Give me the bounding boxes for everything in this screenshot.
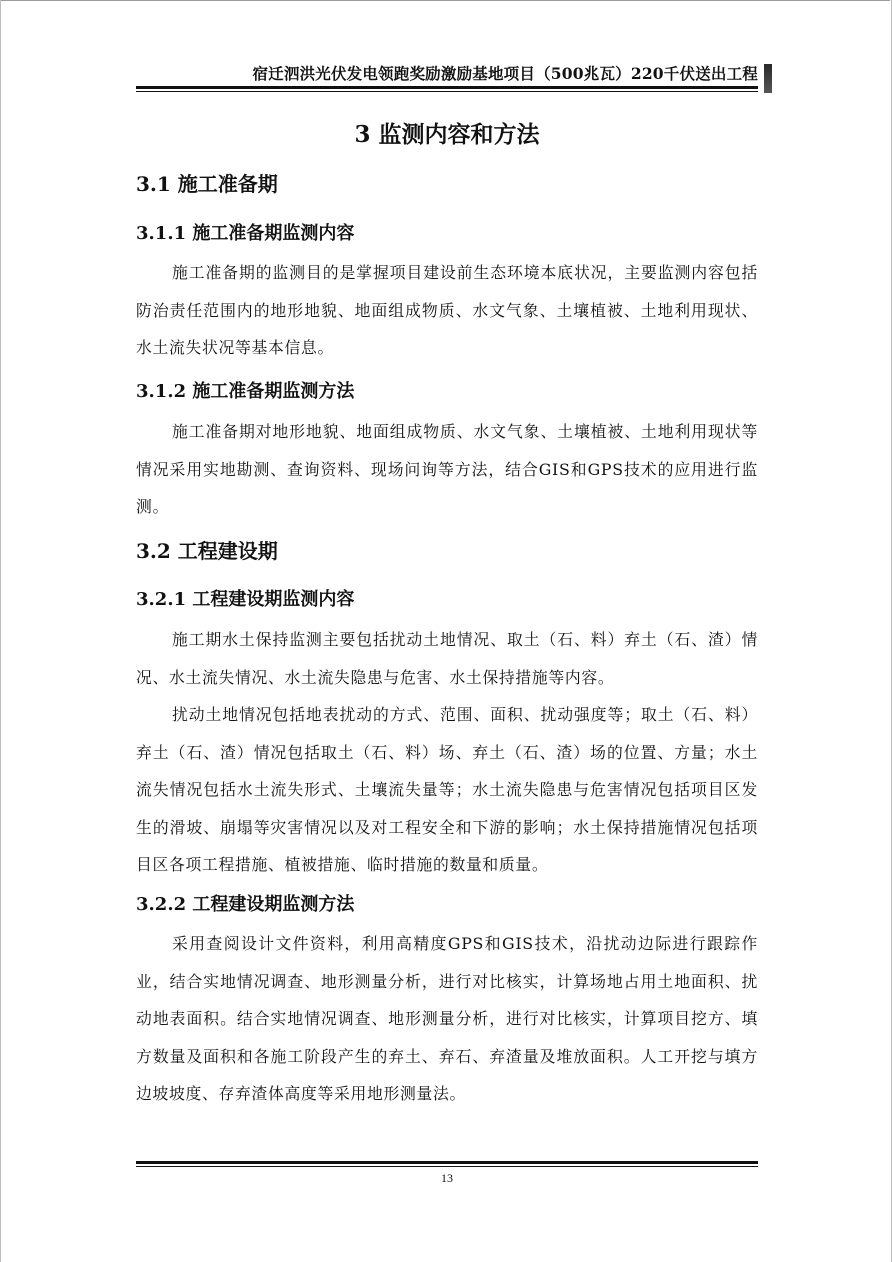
- header-rule-thin: [136, 91, 758, 92]
- paragraph-3-1-1: 施工准备期的监测目的是掌握项目建设前生态环境本底状况，主要监测内容包括防治责任范围内的地形地貌、地面组成物质、水文气象、土壤植被、土地利用现状、水土流失状况等基本信息。: [136, 263, 758, 357]
- page-edge-left: [0, 0, 2, 1262]
- paragraph-3-2-2: 采用查阅设计文件资料，利用高精度GPS和GIS技术，沿扰动边际进行跟踪作业，结合实地情况调查、地形测量分析，进行对比核实，计算场地占用土地面积、扰动地表面积。结合实地情况调查、地形测量分析，进行对比核实，计算项目挖方、填方数量及面积和各施工阶段产生的弃土、弃石、弃渣量及堆放面积。人工开挖与填方边坡坡度、存弃渣体高度等采用地形测量法。: [136, 934, 758, 1103]
- page-number: 13: [441, 1171, 453, 1185]
- section-heading-3-1-2: 3.1.2 施工准备期监测方法: [136, 381, 355, 402]
- chapter-title: 3 监测内容和方法: [354, 121, 540, 148]
- section-heading-3-2-2: 3.2.2 工程建设期监测方法: [136, 894, 355, 915]
- paragraph-3-1-2: 施工准备期对地形地貌、地面组成物质、水文气象、土壤植被、土地利用现状等情况采用实地勘测、查询资料、现场问询等方法，结合GIS和GPS技术的应用进行监测。: [136, 422, 758, 516]
- section-heading-3-1-1: 3.1.1 施工准备期监测内容: [136, 223, 355, 244]
- header-tab-marker: [764, 64, 772, 93]
- footer-rule: [136, 1161, 758, 1164]
- section-heading-3-2: 3.2 工程建设期: [136, 539, 278, 563]
- section-heading-3-1: 3.1 施工准备期: [136, 172, 278, 196]
- running-header: 宿迁泗洪光伏发电领跑奖励激励基地项目（500兆瓦）220千伏送出工程: [252, 64, 758, 83]
- section-heading-3-2-1: 3.2.1 工程建设期监测内容: [136, 589, 355, 610]
- footer-rule-thin: [136, 1166, 758, 1167]
- paragraph-3-2-1-b: 扰动土地情况包括地表扰动的方式、范围、面积、扰动强度等；取土（石、料）弃土（石、渣）情况包括取土（石、料）场、弃土（石、渣）场的位置、方量；水土流失情况包括水土流失形式、土壤流失量等；水土流失隐患与危害情况包括项目区发生的滑坡、崩塌等灾害情况以及对工程安全和下游的影响；水土保持措施情况包括项目区各项工程措施、植被措施、临时措施的数量和质量。: [136, 705, 758, 874]
- paragraph-3-2-1-a: 施工期水土保持监测主要包括扰动土地情况、取土（石、料）弃土（石、渣）情况、水土流失情况、水土流失隐患与危害、水土保持措施等内容。: [136, 630, 758, 687]
- header-rule: [136, 86, 758, 89]
- page-edge-top: [0, 0, 890, 2]
